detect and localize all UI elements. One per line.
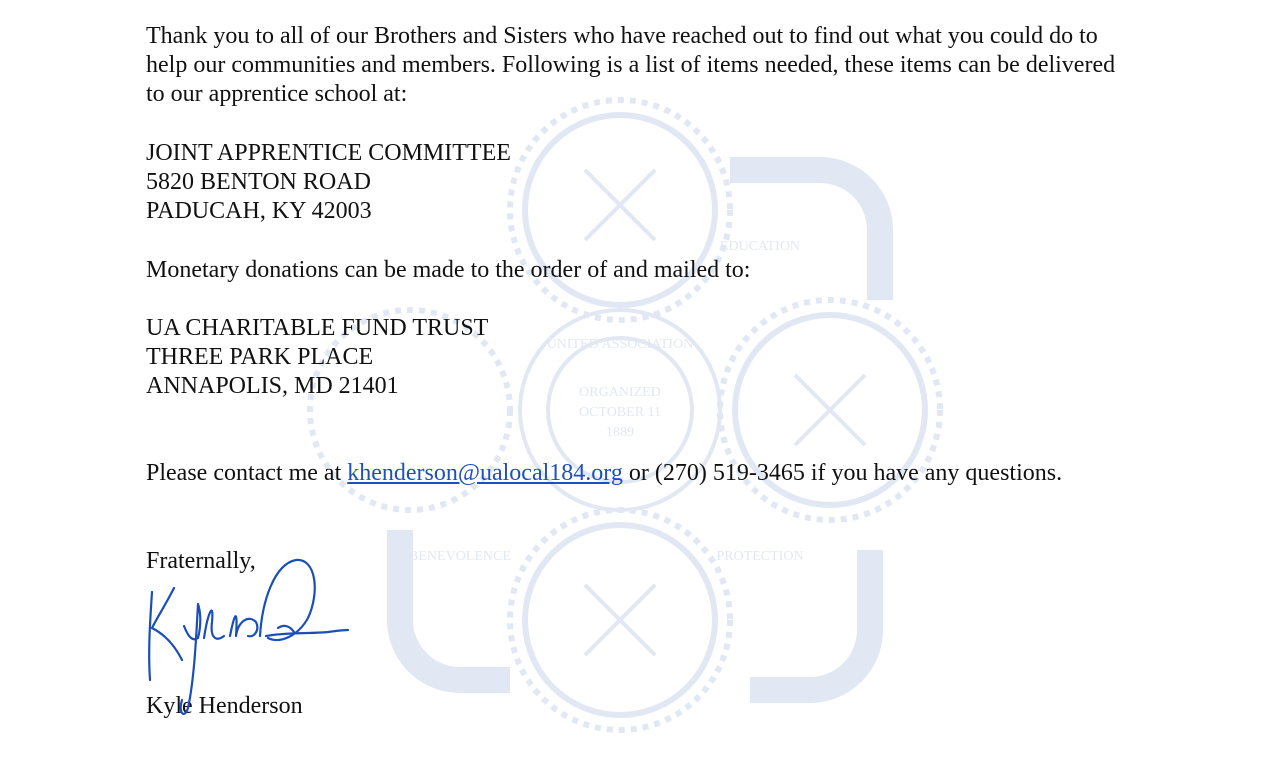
mailing-address bbox=[146, 314, 488, 401]
handwritten-signature bbox=[138, 552, 353, 722]
delivery-address-line-2: 5820 BENTON ROAD bbox=[146, 169, 371, 195]
seal-center-line-2: OCTOBER 11 bbox=[578, 405, 662, 420]
seal-word-benevolence: BENEVOLENCE bbox=[409, 549, 511, 564]
delivery-address-line-3: PADUCAH, KY 42003 bbox=[146, 198, 372, 224]
contact-prefix: Please contact me at bbox=[146, 460, 348, 486]
seal-top-text: UNITED ASSOCIATION bbox=[546, 337, 694, 352]
seal-center-line-3: 1889 bbox=[606, 425, 634, 440]
intro-paragraph: Thank you to all of our Brothers and Sisters who have reached out to find out what you could do to help our communities and members. Following is a list of items needed, these items can be delivered to our apprentice school at: bbox=[146, 23, 1116, 107]
monetary-donations-note: Monetary donations can be made to the order of and mailed to: bbox=[146, 257, 751, 283]
mailing-address-line-2: THREE PARK PLACE bbox=[146, 344, 374, 370]
contact-suffix: or (270) 519-3465 if you have any questions. bbox=[622, 460, 1063, 486]
mailing-address-line-3: ANNAPOLIS, MD 21401 bbox=[146, 373, 399, 399]
delivery-address-line-1: JOINT APPRENTICE COMMITTEE bbox=[146, 140, 511, 166]
contact-paragraph bbox=[146, 459, 1062, 488]
email-link[interactable]: khenderson@ualocal184.org bbox=[347, 460, 623, 486]
seal-word-education: EDUCATION bbox=[719, 239, 801, 254]
delivery-address bbox=[146, 139, 511, 226]
seal-center-line-1: ORGANIZED bbox=[579, 385, 661, 400]
seal-word-protection: PROTECTION bbox=[716, 549, 804, 564]
signer-name: Kyle Henderson bbox=[146, 693, 303, 719]
mailing-address-line-1: UA CHARITABLE FUND TRUST bbox=[146, 315, 489, 341]
closing-salutation: Fraternally, bbox=[146, 548, 256, 574]
